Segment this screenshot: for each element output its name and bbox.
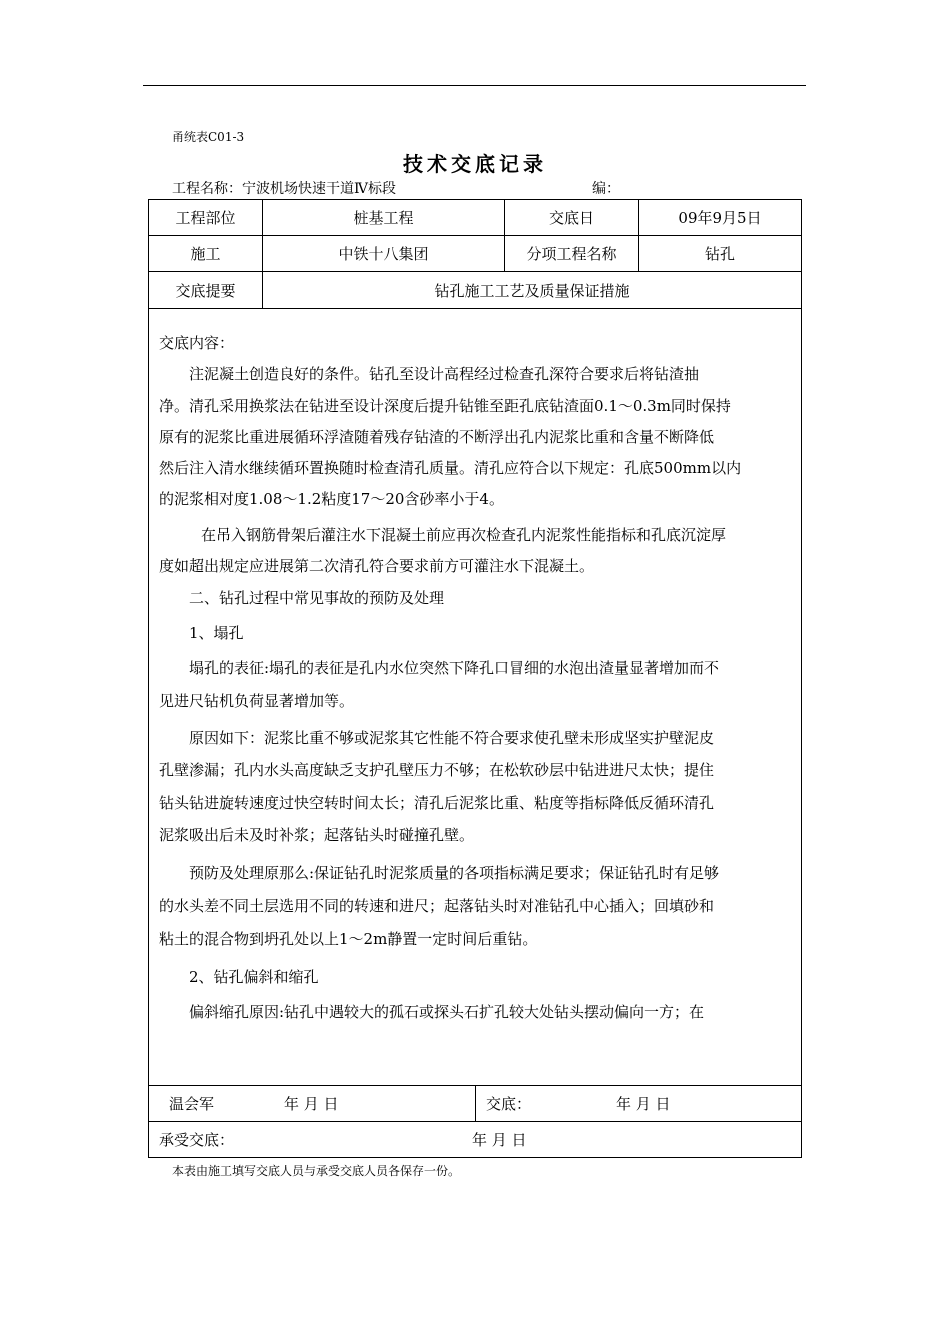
table-row-signatures [149, 1086, 801, 1122]
form-code: 甬统表C01-3 [172, 130, 245, 144]
serial-number-label: 编： [592, 181, 620, 197]
content-line: 偏斜缩孔原因:钻孔中遇较大的孤石或探头石扩孔较大处钻头摆动偏向一方；在 [189, 1003, 705, 1021]
location-value: 桩基工程 [262, 200, 504, 235]
contractor-label: 施工 [190, 245, 221, 263]
document-title: 技术交底记录 [403, 152, 547, 176]
content-line: 塌孔的表征:塌孔的表征是孔内水位突然下降孔口冒细的水泡出渣量显著增加而不 [189, 659, 720, 677]
content-line: 在吊入钢筋骨架后灌注水下混凝土前应再次检查孔内泥浆性能指标和孔底沉淀厚 [201, 526, 727, 544]
content-line: 的泥浆相对度1.08～1.2粘度17～20含砂率小于4。 [159, 490, 504, 508]
project-name: 工程名称：宁波机场快速干道Ⅳ标段 [172, 181, 396, 197]
header-rule [143, 85, 806, 86]
contractor-value: 中铁十八集团 [262, 236, 504, 271]
footer-note: 本表由施工填写交底人员与承受交底人员各保存一份。 [172, 1164, 461, 1178]
content-line: 粘土的混合物到坍孔处以上1～2m静置一定时间后重钻。 [159, 930, 538, 948]
summary-value: 钻孔施工工艺及质量保证措施 [262, 272, 801, 308]
content-line: 孔壁渗漏；孔内水头高度缺乏支护孔壁压力不够；在松软砂层中钻进进尺太快；提住 [159, 761, 715, 779]
table-row-summary [149, 272, 801, 309]
receiver-date: 年 月 日 [472, 1131, 527, 1149]
subproject-label: 分项工程名称 [504, 236, 638, 271]
disclosure-table [148, 199, 802, 1158]
content-line: 的水头差不同土层选用不同的转速和进尺；起落钻头时对准钻孔中心插入；回填砂和 [159, 897, 715, 915]
content-line: 度如超出规定应进展第二次清孔符合要求前方可灌注水下混凝土。 [159, 557, 595, 575]
discloser-date: 年 月 日 [284, 1095, 339, 1113]
discloser-name: 温会军 [169, 1095, 215, 1113]
disclosure-content [149, 309, 801, 1086]
receiver-label: 承受交底： [159, 1131, 235, 1149]
disclosure-sign [475, 1086, 801, 1121]
content-line: 交底内容： [159, 334, 235, 352]
content-line: 见进尺钻机负荷显著增加等。 [159, 692, 355, 710]
table-row-contractor [149, 236, 801, 272]
disclosure-date: 年 月 日 [616, 1095, 671, 1113]
content-line: 注泥凝土创造良好的条件。钻孔至设计高程经过检查孔深符合要求后将钻渣抽 [189, 365, 700, 383]
date-value: 09年9月5日 [638, 200, 801, 235]
content-line: 预防及处理原那么:保证钻孔时泥浆质量的各项指标满足要求；保证钻孔时有足够 [189, 864, 720, 882]
content-line: 钻头钻进旋转速度过快空转时间太长；清孔后泥浆比重、粘度等指标降低反循环清孔 [159, 794, 715, 812]
content-line: 1、塌孔 [189, 624, 244, 642]
content-line: 原因如下：泥浆比重不够或泥浆其它性能不符合要求使孔壁未形成坚实护壁泥皮 [189, 729, 715, 747]
summary-label: 交底提要 [175, 281, 236, 300]
disclosure-label: 交底： [486, 1095, 532, 1113]
table-row-location [149, 200, 801, 236]
content-line: 2、钻孔偏斜和缩孔 [189, 968, 319, 986]
location-label: 工程部位 [175, 209, 236, 227]
content-line: 二、钻孔过程中常见事故的预防及处理 [189, 589, 445, 607]
table-row-receiver [149, 1122, 801, 1157]
content-line: 净。清孔采用换浆法在钻进至设计深度后提升钻锥至距孔底钻渣面0.1～0.3m同时保持 [159, 397, 731, 415]
content-line: 泥浆吸出后未及时补浆；起落钻头时碰撞孔壁。 [159, 826, 475, 844]
date-label: 交底日 [504, 200, 638, 235]
subproject-value: 钻孔 [638, 236, 801, 271]
content-line: 原有的泥浆比重进展循环浮渣随着残存钻渣的不断浮出孔内泥浆比重和含量不断降低 [159, 428, 715, 446]
content-line: 然后注入清水继续循环置换随时检查清孔质量。清孔应符合以下规定：孔底500mm以内 [159, 459, 742, 477]
